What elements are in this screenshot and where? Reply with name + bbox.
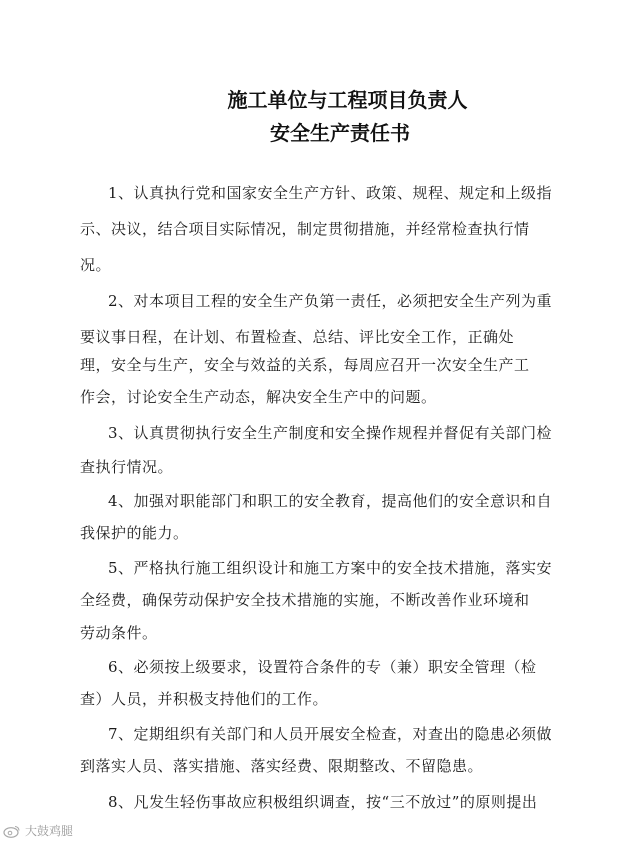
paragraph-4-line-2: 我保护的能力。 — [80, 524, 189, 542]
paragraph-2-line-3: 理，安全与生产，安全与效益的关系，每周应召开一次安全生产工 — [80, 356, 530, 374]
weibo-logo-icon — [3, 824, 21, 838]
paragraph-1-line-3: 况。 — [80, 256, 112, 274]
paragraph-1-line-1: 1、认真执行党和国家安全生产方针、政策、规程、规定和上级指 — [108, 184, 553, 202]
paragraph-3-line-2: 查执行情况。 — [80, 458, 174, 476]
paragraph-4-line-1: 4、加强对职能部门和职工的安全教育，提高他们的安全意识和自 — [108, 492, 553, 510]
document-title-line-1: 施工单位与工程项目负责人 — [227, 88, 468, 112]
paragraph-1-line-2: 示、决议，结合项目实际情况，制定贯彻措施，并经常检查执行情 — [80, 220, 530, 238]
paragraph-2-line-1: 2、对本项目工程的安全生产负第一责任，必须把安全生产列为重 — [108, 292, 553, 310]
document-title-line-2: 安全生产责任书 — [270, 121, 410, 145]
paragraph-8-line-1: 8、凡发生轻伤事故应积极组织调查，按“三不放过”的原则提出 — [108, 793, 538, 811]
watermark — [3, 822, 73, 839]
paragraph-3-line-1: 3、认真贯彻执行安全生产制度和安全操作规程并督促有关部门检 — [108, 424, 553, 442]
paragraph-5-line-2: 全经费，确保劳动保护安全技术措施的实施，不断改善作业环境和 — [80, 591, 530, 609]
paragraph-7-line-1: 7、定期组织有关部门和人员开展安全检查，对查出的隐患必须做 — [108, 725, 553, 743]
paragraph-2-line-4: 作会，讨论安全生产动态，解决安全生产中的问题。 — [80, 388, 437, 406]
paragraph-2-line-2: 要议事日程，在计划、布置检查、总结、评比安全工作，正确处 — [80, 328, 515, 346]
paragraph-6-line-2: 查）人员，并积极支持他们的工作。 — [80, 690, 329, 708]
paragraph-5-line-3: 劳动条件。 — [80, 624, 158, 642]
paragraph-5-line-1: 5、严格执行施工组织设计和施工方案中的安全技术措施，落实安 — [108, 559, 553, 577]
watermark-text: 大鼓鸡腿 — [25, 824, 74, 838]
paragraph-7-line-2: 到落实人员、落实措施、落实经费、限期整改、不留隐患。 — [80, 757, 484, 775]
paragraph-6-line-1: 6、必须按上级要求，设置符合条件的专（兼）职安全管理（检 — [108, 658, 537, 676]
